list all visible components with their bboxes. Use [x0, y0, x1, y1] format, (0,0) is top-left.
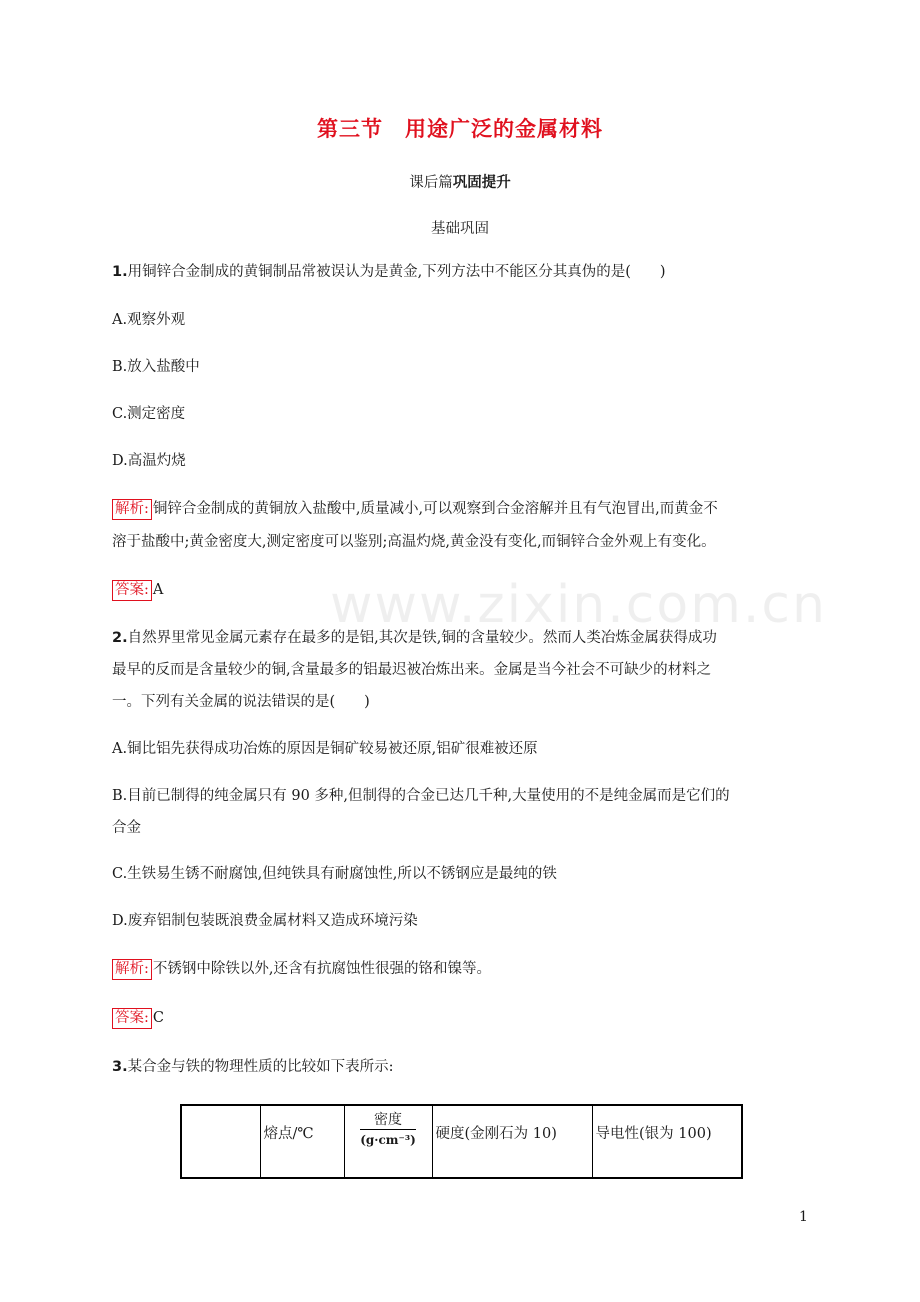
answer-tag: 答案: — [112, 580, 152, 601]
q2-option-b: B.目前已制得的纯金属只有 90 多种,但制得的合金已达几千种,大量使用的不是纯金属而是它们的 — [112, 788, 730, 804]
q1-analysis-text-1: 铜锌合金制成的黄铜放入盐酸中,质量减小,可以观察到合金溶解并且有气泡冒出,而黄金不 — [152, 501, 718, 517]
q2-option-a: A.铜比铝先获得成功冶炼的原因是铜矿较易被还原,铝矿很难被还原 — [112, 741, 538, 757]
table-header-hardness: 硬度(金刚石为 10) — [432, 1105, 592, 1178]
q1-option-a: A.观察外观 — [112, 312, 186, 328]
analysis-tag: 解析: — [112, 499, 152, 520]
q3-number: 3. — [112, 1059, 128, 1075]
page-title — [0, 113, 920, 143]
title-text: 用途广泛的金属材料 — [405, 117, 603, 141]
q1-stem-text: 用铜锌合金制成的黄铜制品常被误认为是黄金,下列方法中不能区分其真伪的是( ) — [127, 264, 666, 280]
q2-stem-text-1: 自然界里常见金属元素存在最多的是铝,其次是铁,铜的含量较少。然而人类冶炼金属获得成功 — [127, 630, 717, 646]
q1-stem — [112, 258, 812, 287]
q1-answer-value: A — [152, 582, 164, 598]
table-header-conductivity: 导电性(银为 100) — [592, 1105, 742, 1178]
table-header-melting-point: 熔点/℃ — [260, 1105, 344, 1178]
q3-stem — [112, 1053, 812, 1082]
density-fraction — [360, 1112, 416, 1149]
q1-option-b: B.放入盐酸中 — [112, 359, 200, 375]
subtitle-bold: 巩固提升 — [452, 175, 511, 191]
density-unit: (g·cm⁻³) — [360, 1133, 416, 1147]
q2-option-d: D.废弃铝制包装既浪费金属材料又造成环境污染 — [112, 913, 418, 929]
watermark: www.zixin.com.cn — [330, 575, 827, 635]
q2-analysis — [112, 955, 812, 984]
q2-number: 2. — [112, 630, 128, 646]
density-numerator: 密度 — [360, 1112, 416, 1130]
subtitle — [0, 171, 920, 192]
q1-analysis — [112, 495, 812, 524]
q2-answer — [112, 1004, 812, 1033]
section-heading: 基础巩固 — [431, 221, 489, 237]
title-section-number: 第三节 — [317, 117, 383, 141]
properties-table — [180, 1104, 743, 1179]
page-number: 1 — [799, 1209, 808, 1225]
q1-option-d: D.高温灼烧 — [112, 453, 186, 469]
table-header-row — [181, 1105, 742, 1178]
q1-analysis-line2: 溶于盐酸中;黄金密度大,测定密度可以鉴别;高温灼烧,黄金没有变化,而铜锌合金外观上有变化。 — [112, 534, 716, 550]
q2-option-c: C.生铁易生锈不耐腐蚀,但纯铁具有耐腐蚀性,所以不锈钢应是最纯的铁 — [112, 866, 557, 882]
analysis-tag: 解析: — [112, 959, 152, 980]
q2-stem-line2: 最早的反而是含量较少的铜,含量最多的铝最迟被冶炼出来。金属是当今社会不可缺少的材料之 — [112, 662, 712, 678]
q1-number: 1. — [112, 264, 128, 280]
q3-stem-text: 某合金与铁的物理性质的比较如下表所示: — [127, 1059, 394, 1075]
subtitle-prefix: 课后篇 — [409, 175, 453, 191]
q2-stem-line1 — [112, 624, 812, 653]
table-header-density — [344, 1105, 432, 1178]
q2-analysis-text: 不锈钢中除铁以外,还含有抗腐蚀性很强的铬和镍等。 — [152, 961, 491, 977]
q1-option-c: C.测定密度 — [112, 406, 186, 422]
q2-stem-line3: 一。下列有关金属的说法错误的是( ) — [112, 694, 370, 710]
answer-tag: 答案: — [112, 1008, 152, 1029]
table-header-blank — [181, 1105, 260, 1178]
q2-answer-value: C — [152, 1010, 164, 1026]
q2-option-b-line2: 合金 — [112, 820, 141, 836]
